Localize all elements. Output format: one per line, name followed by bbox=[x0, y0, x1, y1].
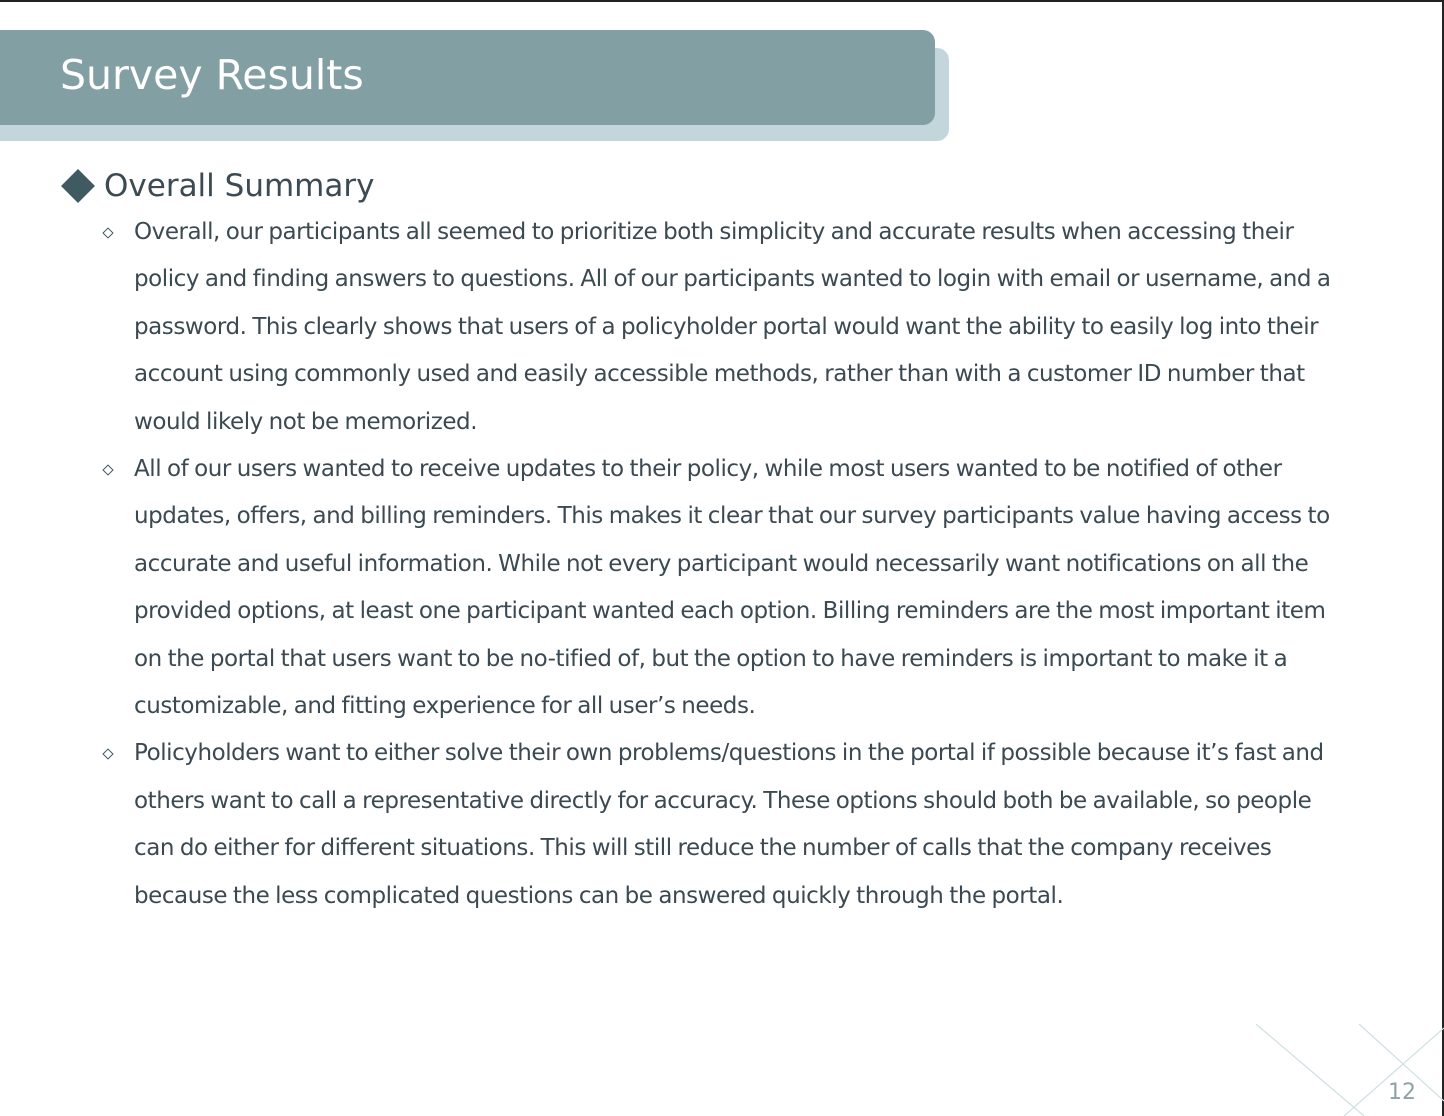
bullet-text: All of our users wanted to receive updates to their policy, while most users wanted to be notified of other updates, offers, and billing reminders. This makes it clear that our survey participants value having access to accurate and useful information. While not every participant would necessarily want notifications on all the provided options, at least one participant wanted each option. Billing reminders are the most important item on the portal that users want to be no-tified of, but the option to have reminders is important to make it a customizable, and fitting experience for all user’s needs. bbox=[134, 456, 1330, 720]
page-number: 12 bbox=[1388, 1080, 1416, 1105]
section-heading bbox=[60, 168, 374, 204]
hollow-diamond-icon bbox=[102, 464, 113, 475]
slide-title: Survey Results bbox=[60, 51, 364, 99]
bullet-item bbox=[100, 209, 1332, 446]
bullet-text: Overall, our participants all seemed to prioritize both simplicity and accurate results when accessing their policy and finding answers to questions. All of our participants wanted to login with email or username, and a password. This clearly shows that users of a policyholder portal would want the ability to easily log into their account using commonly used and easily accessible methods, rather than with a customer ID number that would likely not be memorized. bbox=[134, 219, 1331, 435]
hollow-diamond-icon bbox=[102, 749, 113, 760]
section-heading-text: Overall Summary bbox=[104, 168, 375, 204]
bullet-list bbox=[100, 209, 1332, 920]
bullet-item bbox=[100, 446, 1332, 730]
bullet-text: Policyholders want to either solve their own problems/questions in the portal if possible because it’s fast and others want to call a representative directly for accuracy. These options should both be available, so people can do either for different situations. This will still reduce the number of calls that the company receives because the less complicated questions can be answered quickly through the portal. bbox=[134, 740, 1324, 909]
diamond-icon bbox=[61, 169, 95, 203]
bullet-item bbox=[100, 730, 1332, 920]
hollow-diamond-icon bbox=[102, 227, 113, 238]
